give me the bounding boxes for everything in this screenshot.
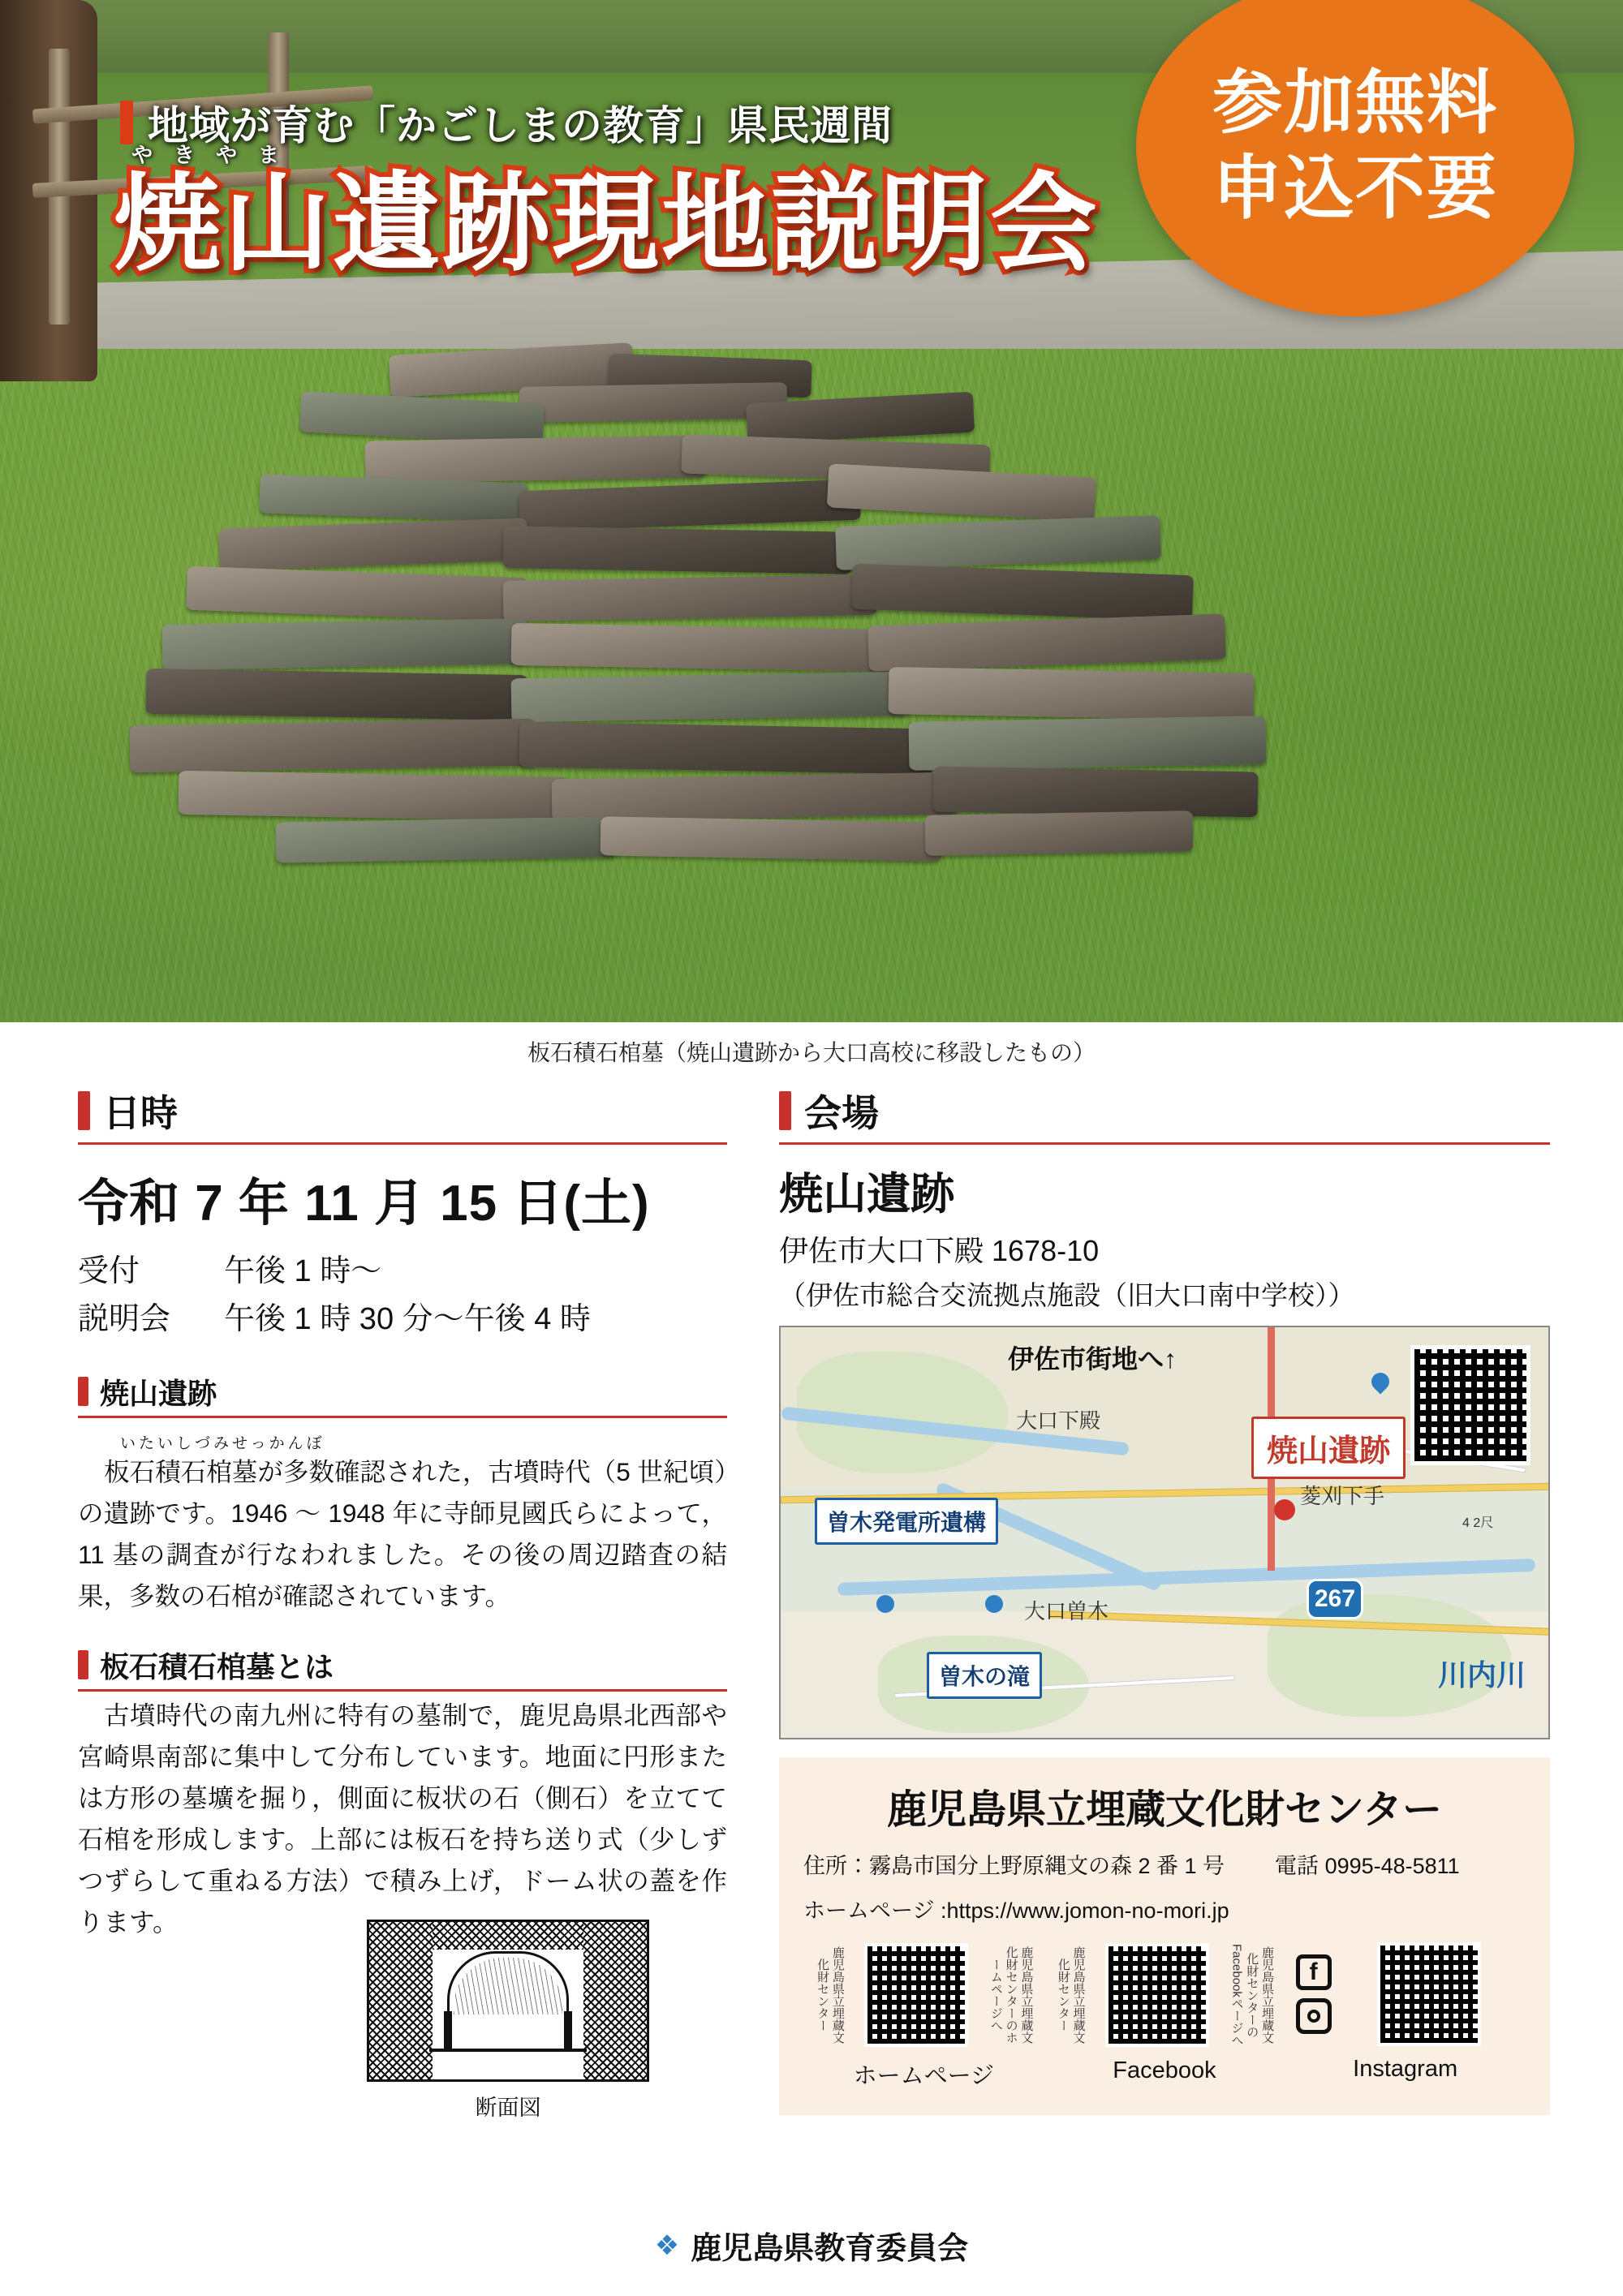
cist-side-stone-left: [444, 2011, 452, 2049]
left-column: [78, 1084, 727, 1943]
contact-address-row: [803, 1848, 1526, 1880]
qr-facebook-caption: Facebook: [1113, 2057, 1216, 2083]
map-chip-sogi-falls[interactable]: 曽木の滝: [927, 1652, 1042, 1699]
hatch-top: [433, 1922, 583, 1950]
section-header-venue: [779, 1084, 1550, 1145]
qr-homepage-vtext-1: 鹿児島県立埋蔵文化財センター: [816, 1946, 845, 2044]
map-label-oguchi-shimodono: 大口下殿: [1016, 1408, 1101, 1433]
facebook-icon: f: [1296, 1954, 1332, 1990]
map-direction-note: 伊佐市街地へ↑: [1008, 1344, 1177, 1374]
section-title-datetime: 日時: [103, 1092, 178, 1134]
cist-floor: [429, 2049, 587, 2052]
qr-item-homepage[interactable]: [814, 1942, 1033, 2091]
event-date: 令和 7 年 11 月 15 日(土): [78, 1176, 650, 1232]
footer: [0, 2223, 1623, 2268]
content-body: [0, 1084, 1623, 2236]
contact-panel: [779, 1757, 1550, 2115]
map-label-oguchi-sogi: 大口曽木: [1024, 1599, 1109, 1623]
section-title-venue: 会場: [804, 1092, 879, 1134]
qr-item-facebook[interactable]: [1055, 1942, 1274, 2091]
kicker-accent-bar: [120, 101, 133, 144]
qr-facebook-code[interactable]: [1105, 1943, 1209, 2047]
photo-caption: 板石積石棺墓（焼山遺跡から大口高校に移設したもの）: [527, 1040, 1096, 1065]
badge-line-free: 参加無料: [1212, 62, 1498, 144]
qr-code-row: [803, 1942, 1526, 2091]
map-label-hishikari-shimote: 菱刈下手: [1300, 1484, 1385, 1508]
map-chip-yakiyama-site[interactable]: 焼山遺跡: [1251, 1417, 1406, 1479]
page-title: 焼山遺跡現地説明会: [114, 161, 1100, 286]
photo-stone-cist-mound: [97, 349, 1526, 990]
venue-note: （伊佐市総合交流拠点施設（旧大口南中学校））: [779, 1280, 1355, 1310]
map-qr-code[interactable]: [1410, 1345, 1530, 1465]
contact-organization-name: 鹿児島県立埋蔵文化財センター: [886, 1788, 1443, 1832]
about-description: 古墳時代の南九州に特有の墓制で，鹿児島県北西部や宮崎県南部に集中して分布しています。地面に円形または方形の墓壙を掘り，側面に板状の石（側石）を立てて石棺を形成します。上部には板石を持ち送り式（少しずつずらして重ねる方法）で積み上げ，ドーム状の蓋を作ります。: [78, 1700, 727, 1937]
section-accent-bar-site: [78, 1377, 88, 1406]
contact-address-value: 霧島市国分上野原縄文の森 2 番 1 号: [869, 1854, 1225, 1878]
badge-line-no-signup: 申込不要: [1212, 148, 1498, 229]
section-title-about: 板石積石棺墓とは: [100, 1649, 334, 1683]
hatch-left: [369, 1922, 433, 2082]
schedule-value-briefing: 午後 1 時 30 分～午後 4 時: [224, 1301, 591, 1336]
site-ruby: いたいしづみせっかんぼ: [120, 1434, 325, 1452]
contact-tel-label: 電話: [1275, 1854, 1319, 1878]
footer-organization: 鹿児島県教育委員会: [691, 2232, 969, 2266]
contact-address-label: 住所：: [803, 1854, 869, 1878]
instagram-icon: [1296, 1998, 1332, 2034]
venue-name: 焼山遺跡: [779, 1170, 954, 1219]
section-accent-bar-venue: [779, 1091, 791, 1130]
venue-address: 伊佐市大口下殿 1678-10: [779, 1234, 1100, 1267]
contact-homepage-label: ホームページ :: [803, 1898, 947, 1923]
section-accent-bar: [78, 1091, 90, 1130]
schedule-label-reception: 受付: [78, 1254, 140, 1288]
social-icon-column: [1296, 1954, 1332, 2034]
site-description: 板石積石棺墓が多数確認された，古墳時代（5 世紀頃）の遺跡です。1946 ～ 1948 年に寺師見國氏らによって，11 基の調査が行なわれました。その後の周辺踏査の結果，多数の石棺が確認されています。: [78, 1456, 727, 1610]
schedule-value-reception: 午後 1 時～: [224, 1254, 382, 1288]
hero-photo: [0, 0, 1623, 1022]
cist-side-stone-right: [564, 2011, 572, 2049]
qr-homepage-vtext-2: 鹿児島県立埋蔵文化財センターのホームページへ: [988, 1946, 1034, 2044]
map-label-minor: 4 2尺: [1462, 1516, 1494, 1530]
right-column: [779, 1084, 1550, 2115]
map-marker-yakiyama: [1274, 1499, 1295, 1520]
kicker-label: 地域が育む「かごしまの教育」県民週間: [148, 102, 893, 149]
qr-homepage-caption: ホームページ: [853, 2063, 995, 2089]
section-title-site: 焼山遺跡: [100, 1376, 217, 1410]
main-title-ruby: やきやま: [131, 143, 301, 167]
cross-section-caption: 断面図: [475, 2096, 541, 2120]
qr-item-instagram[interactable]: [1296, 1942, 1515, 2091]
section-accent-bar-about: [78, 1650, 88, 1679]
hatch-right: [583, 1922, 647, 2082]
map-route-shield: 267: [1307, 1579, 1363, 1619]
map-river-name: 川内川: [1437, 1658, 1526, 1692]
cross-section-figure: [367, 1920, 649, 2122]
venue-map[interactable]: [779, 1326, 1550, 1739]
qr-homepage-code[interactable]: [864, 1943, 968, 2047]
prefecture-logo-icon: ❖: [654, 2229, 680, 2261]
section-header-datetime: [78, 1084, 727, 1145]
map-marker-sogi-falls: [985, 1595, 1003, 1613]
cross-section-drawing: [367, 1920, 649, 2082]
contact-homepage-url[interactable]: https://www.jomon-no-mori.jp: [946, 1898, 1229, 1923]
qr-facebook-vtext-1: 鹿児島県立埋蔵文化財センター: [1056, 1946, 1086, 2044]
qr-instagram-caption: Instagram: [1353, 2056, 1458, 2082]
event-schedule: [78, 1248, 727, 1344]
instagram-icon-lens: [1307, 2010, 1320, 2023]
contact-homepage-row: [803, 1893, 1526, 1924]
qr-facebook-vtext-2: 鹿児島県立埋蔵文化財センターのFacebookページへ: [1229, 1944, 1274, 2046]
main-title-group: [114, 143, 1100, 286]
schedule-row-reception: [78, 1248, 727, 1296]
map-chip-sogi-power-ruins[interactable]: 曽木発電所遺構: [815, 1498, 998, 1545]
schedule-row-briefing: [78, 1296, 727, 1344]
section-header-about: [78, 1645, 727, 1692]
map-marker-sogi-power: [876, 1595, 894, 1613]
qr-instagram-code[interactable]: [1377, 1942, 1481, 2046]
section-header-site: [78, 1371, 727, 1418]
contact-tel-value: 0995-48-5811: [1324, 1854, 1460, 1878]
schedule-label-briefing: 説明会: [78, 1301, 171, 1336]
